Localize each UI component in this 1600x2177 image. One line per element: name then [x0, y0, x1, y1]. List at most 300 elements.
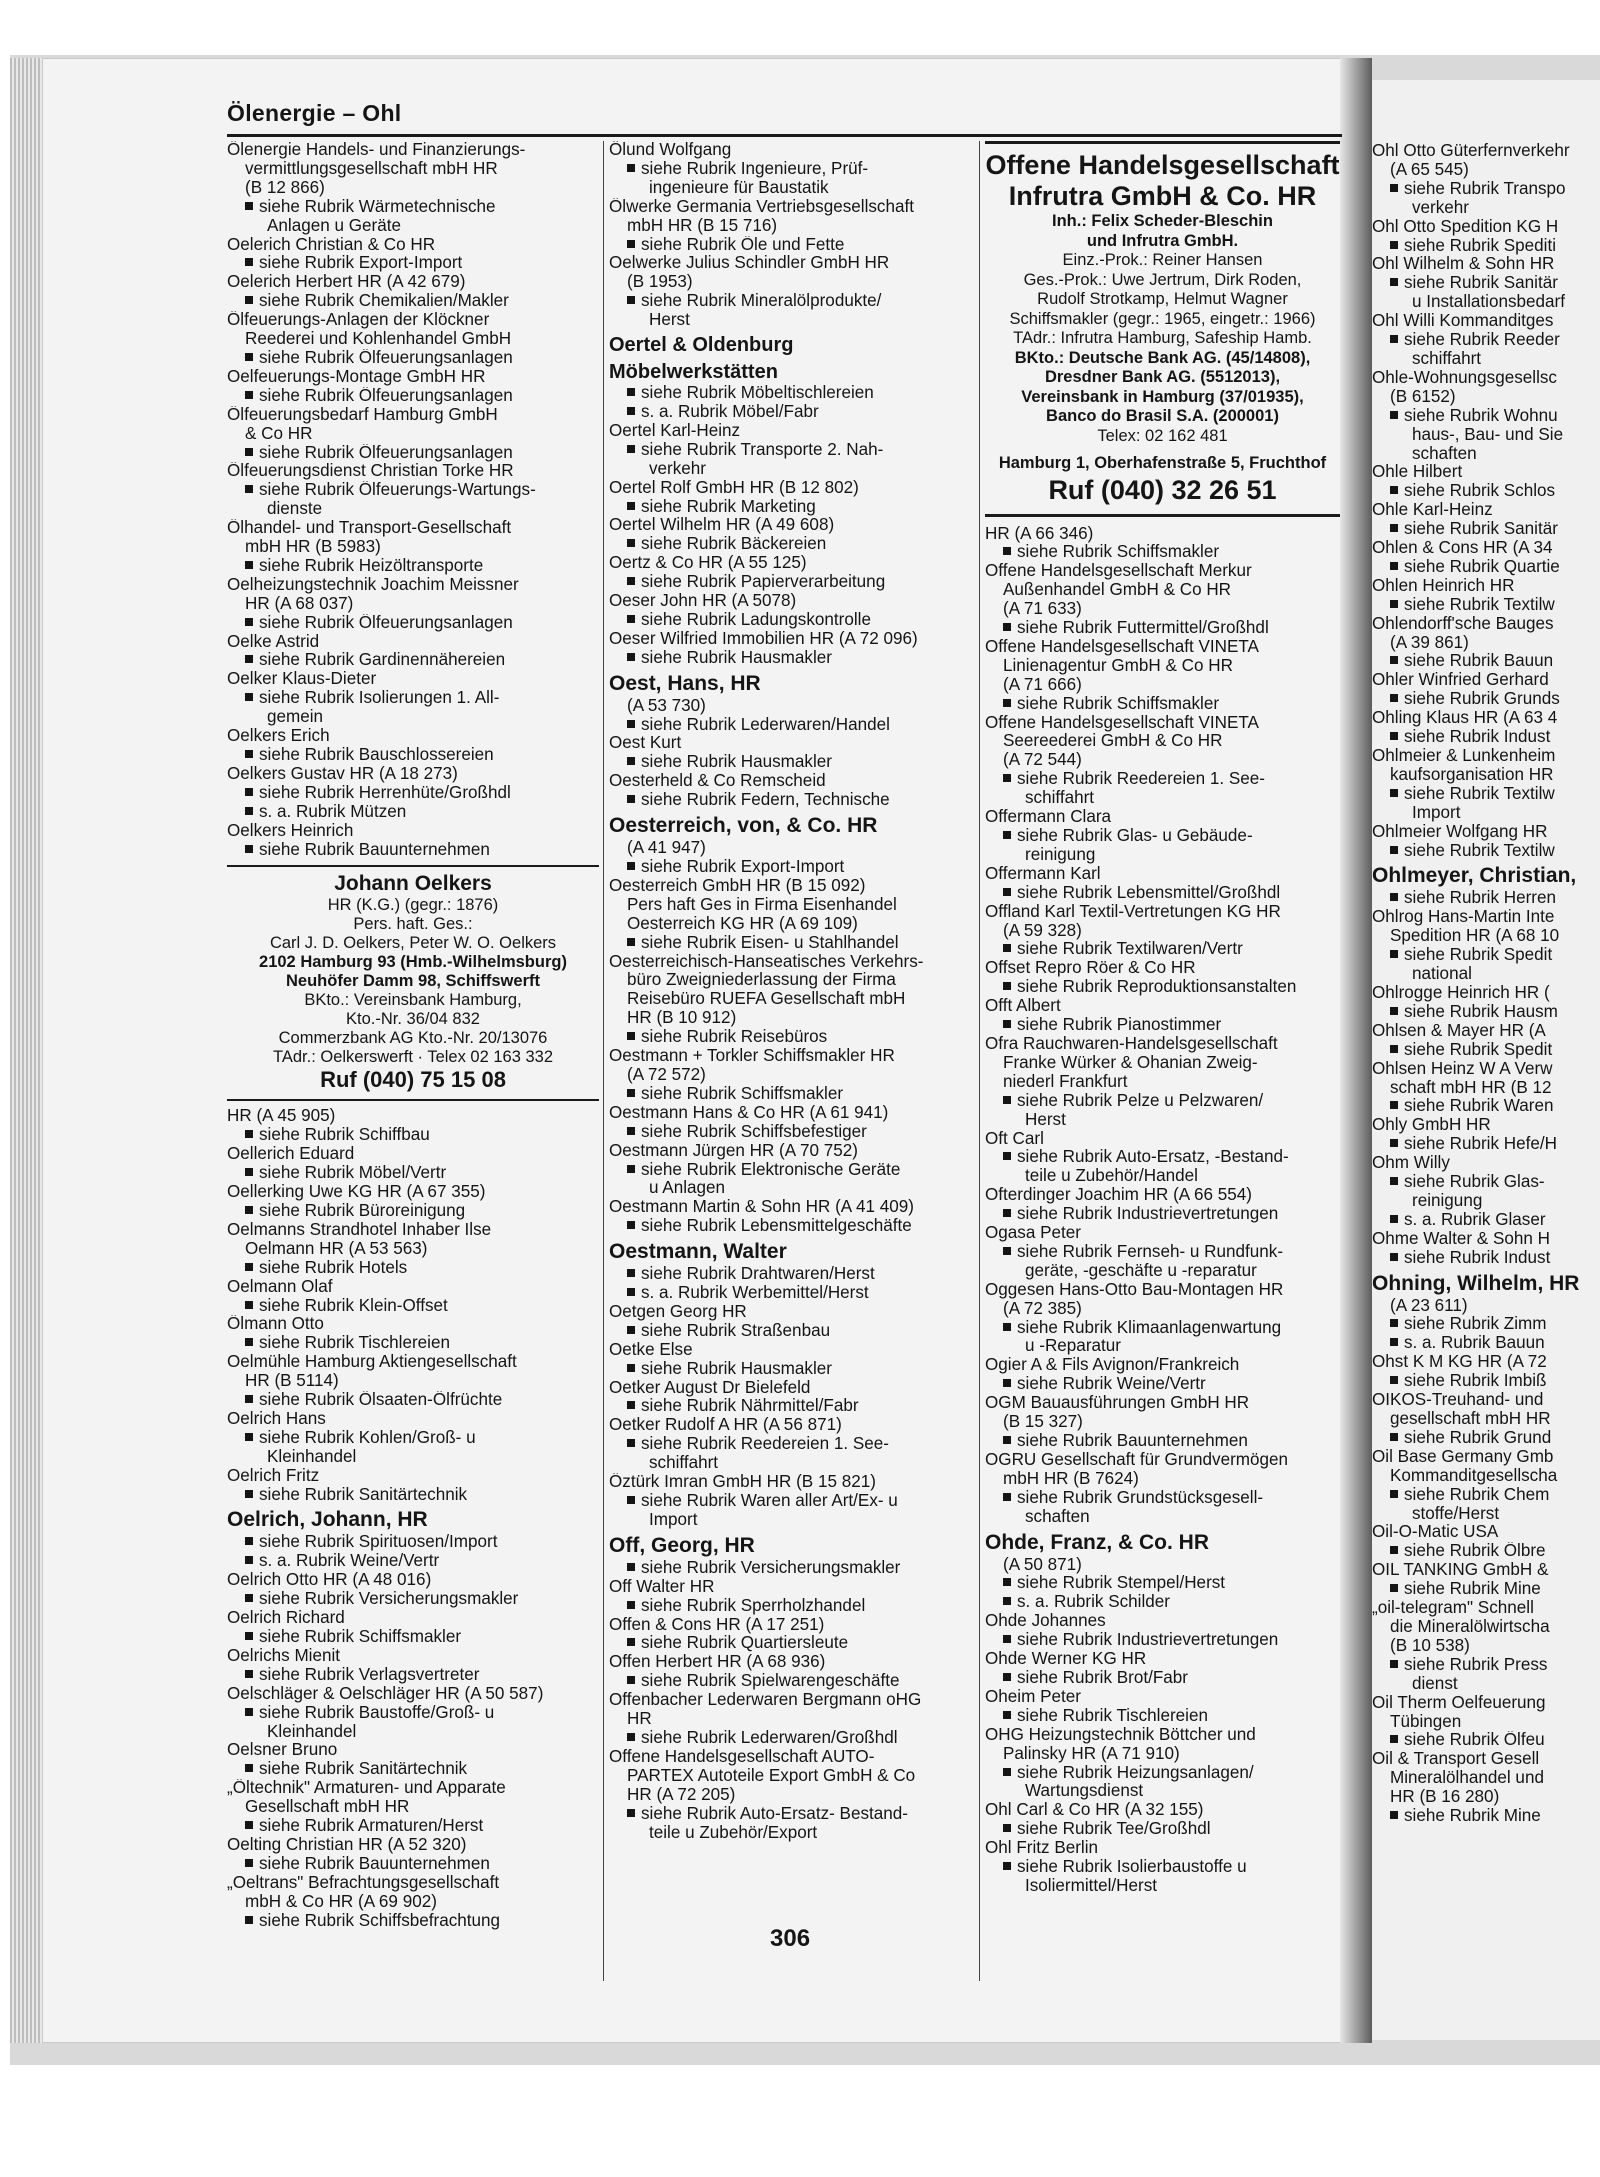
entry-text: schiffahrt	[649, 1454, 719, 1473]
entry-text: niederl Frankfurt	[1003, 1072, 1128, 1091]
bullet-square-icon	[1390, 789, 1398, 797]
entry-text: OGRU Gesellschaft für Grundvermögen	[985, 1450, 1289, 1469]
entry-text: Oelschläger & Oelschläger HR (A 50 587)	[227, 1684, 544, 1703]
entry-text: Oelkers Gustav HR (A 18 273)	[227, 764, 458, 783]
entry-line	[227, 1448, 599, 1467]
bullet-square-icon	[245, 1916, 253, 1924]
entry-text: „Oeltrans" Befrachtungsgesellschaft	[227, 1873, 500, 1892]
bullet-square-icon	[1003, 1673, 1011, 1681]
entry-line	[227, 633, 599, 652]
rubrik-reference	[1372, 690, 1600, 709]
entry-text: Oil Therm Oelfeuerung	[1372, 1693, 1546, 1712]
entry-text: Offene Handelsgesellschaft AUTO-	[609, 1747, 875, 1766]
entry-text: siehe Rubrik Transporte 2. Nah-	[641, 440, 884, 459]
entry-text: kaufsorganisation HR	[1390, 765, 1554, 784]
entry-text: siehe Rubrik Schiffbau	[259, 1126, 430, 1145]
entry-text: Oestmann + Torkler Schiffsmakler HR	[609, 1047, 895, 1066]
entry-line	[227, 1107, 599, 1126]
entry-line	[227, 1779, 599, 1798]
entry-text: siehe Rubrik Textilw	[1404, 784, 1555, 803]
entry-line	[227, 538, 599, 557]
entry-text: büro Zweigniederlassung der Firma	[627, 971, 896, 990]
entry-line	[227, 330, 599, 349]
entry-line	[1372, 501, 1600, 520]
entry-text: siehe Rubrik Quartiersleute	[641, 1634, 849, 1653]
advert-line: Inh.: Felix Scheder-Bleschin	[1052, 212, 1273, 230]
entry-text: Ohlsen Heinz W A Verw	[1372, 1059, 1553, 1078]
rubrik-reference	[609, 1217, 981, 1236]
rubrik-reference	[609, 791, 981, 810]
entry-text: siehe Rubrik Mine	[1404, 1580, 1541, 1599]
bullet-square-icon	[1003, 1152, 1011, 1160]
entry-text: Ohl Carl & Co HR (A 32 155)	[985, 1801, 1204, 1820]
entry-line	[985, 1650, 1340, 1669]
rubrik-reference	[1372, 1041, 1600, 1060]
entry-text: Anlagen u Geräte	[267, 216, 401, 235]
entry-line	[1372, 1230, 1600, 1249]
entry-text: u Installationsbedarf	[1412, 293, 1565, 312]
entry-text: mbH HR (B 7624)	[1003, 1469, 1139, 1488]
entry-line	[227, 1798, 599, 1817]
entry-line	[1372, 615, 1600, 634]
advert-line: Vereinsbank in Hamburg (37/01935),	[1021, 387, 1304, 406]
entry-line	[1372, 1116, 1600, 1135]
bullet-square-icon	[627, 1221, 635, 1229]
entry-line	[1372, 1769, 1600, 1788]
rubrik-reference	[609, 1805, 981, 1824]
bullet-square-icon	[245, 655, 253, 663]
entry-text: Spedition HR (A 68 10	[1390, 927, 1560, 946]
bullet-square-icon	[1390, 562, 1398, 570]
entry-name-bold	[985, 1530, 1340, 1556]
entry-text: siehe Rubrik Fernseh- u Rundfunk-	[1017, 1242, 1284, 1261]
column-3	[985, 141, 1340, 1896]
entry-text: siehe Rubrik Auto-Ersatz- Bestand-	[641, 1804, 908, 1823]
entry-text: Ofra Rauchwaren-Handelsgesellschaft	[985, 1034, 1278, 1053]
column-4	[1372, 142, 1600, 1826]
entry-text: siehe Rubrik Heizöltransporte	[259, 556, 484, 575]
header-rule	[227, 134, 1342, 137]
rubrik-reference	[227, 481, 599, 500]
entry-line	[1372, 293, 1600, 312]
entry-line	[985, 562, 1340, 581]
entry-line	[1372, 1713, 1600, 1732]
entry-line	[227, 1647, 599, 1666]
advert-line: Einz.-Prok.: Reiner Hansen	[1062, 251, 1263, 269]
entry-text: Oelwerke Julius Schindler GmbH HR	[609, 254, 890, 273]
entry-text: Offenbacher Lederwaren Bergmann oHG	[609, 1691, 922, 1710]
entry-text: Oft Carl	[985, 1129, 1044, 1148]
rubrik-reference	[985, 1820, 1340, 1839]
bullet-square-icon	[1390, 524, 1398, 532]
entry-line	[227, 1874, 599, 1893]
entry-line	[609, 179, 981, 198]
entry-line	[985, 1688, 1340, 1707]
bullet-square-icon	[1390, 732, 1398, 740]
entry-line	[609, 1303, 981, 1322]
entry-text: siehe Rubrik Grundstücksgesell-	[1017, 1488, 1264, 1507]
entry-text: siehe Rubrik Export-Import	[259, 254, 463, 273]
entry-line	[227, 708, 599, 727]
bullet-square-icon	[1390, 411, 1398, 419]
bullet-square-icon	[1003, 1578, 1011, 1586]
entry-text: Ohl Otto Güterfernverkehr	[1372, 142, 1570, 160]
entry-line	[985, 922, 1340, 941]
bullet-square-icon	[627, 240, 635, 248]
entry-text: verkehr	[649, 459, 706, 478]
oelkers-box-line: HR (K.G.) (gegr.: 1876)	[327, 896, 499, 915]
entry-text: siehe Rubrik Drahtwaren/Herst	[641, 1265, 875, 1284]
rubrik-reference	[1372, 1334, 1600, 1353]
entry-line	[227, 1741, 599, 1760]
entry-text: Oelkers Heinrich	[227, 821, 354, 840]
entry-line	[1372, 388, 1600, 407]
bullet-square-icon	[627, 539, 635, 547]
rubrik-reference	[609, 441, 981, 460]
entry-line	[985, 1877, 1340, 1896]
rubrik-reference	[609, 1397, 981, 1416]
entry-line	[1372, 369, 1600, 388]
bullet-square-icon	[245, 693, 253, 701]
oelkers-listing-box	[227, 865, 599, 1101]
entry-text: Ohly GmbH HR	[1372, 1116, 1491, 1135]
bullet-square-icon	[245, 750, 253, 758]
bullet-square-icon	[245, 1556, 253, 1564]
entry-text: siehe Rubrik Ölfeuerungsanlagen	[259, 613, 513, 632]
entry-text: Oesterreichisch-Hanseatisches Verkehrs-	[609, 952, 924, 971]
bullet-square-icon	[627, 1288, 635, 1296]
bullet-square-icon	[627, 1439, 635, 1447]
rubrik-reference	[1372, 1173, 1600, 1192]
entry-text: Oelrich Otto HR (A 48 016)	[227, 1571, 432, 1590]
rubrik-reference	[609, 1161, 981, 1180]
bullet-square-icon	[1390, 1007, 1398, 1015]
rubrik-reference	[227, 1259, 599, 1278]
entry-line	[1372, 1561, 1600, 1580]
bullet-square-icon	[1003, 1209, 1011, 1217]
entry-text: s. a. Rubrik Mützen	[259, 802, 407, 821]
rubrik-reference	[609, 858, 981, 877]
entry-text: Kleinhandel	[267, 1722, 357, 1741]
entry-line	[609, 198, 981, 217]
rubrik-reference	[227, 1704, 599, 1723]
entry-text: siehe Rubrik Verlagsvertreter	[259, 1665, 480, 1684]
rubrik-reference	[609, 753, 981, 772]
entry-text: national	[1412, 965, 1472, 984]
entry-text: Oelmann Olaf	[227, 1277, 333, 1296]
rubrik-reference	[985, 1858, 1340, 1877]
entry-text: Ohlendorff'sche Bauges	[1372, 614, 1554, 633]
entry-text: (B 12 866)	[245, 178, 325, 197]
entry-line	[609, 592, 981, 611]
entry-line	[985, 1281, 1340, 1300]
entry-line	[609, 460, 981, 479]
entry-text: siehe Rubrik Reproduktionsanstalten	[1017, 978, 1297, 997]
oelkers-box-line: 2102 Hamburg 93 (Hmb.-Wilhelmsburg)	[259, 953, 567, 972]
rubrik-reference	[609, 1435, 981, 1454]
entry-line	[609, 990, 981, 1009]
entry-text: Wartungsdienst	[1025, 1782, 1144, 1801]
entry-text: (A 50 871)	[1003, 1555, 1082, 1574]
entry-text: Gesellschaft mbH HR	[245, 1798, 410, 1817]
oelkers-box-line: Commerzbank AG Kto.-Nr. 20/13076	[278, 1029, 548, 1048]
entry-line	[609, 1341, 981, 1360]
entry-text: (B 1953)	[627, 273, 693, 292]
entry-text: siehe Rubrik Isolierbaustoffe u	[1017, 1858, 1247, 1877]
rubrik-reference	[1372, 520, 1600, 539]
entry-line	[227, 595, 599, 614]
entry-text: (A 71 633)	[1003, 600, 1082, 619]
rubrik-reference	[1372, 1315, 1600, 1334]
entry-text: siehe Rubrik Heizungsanlagen/	[1017, 1763, 1254, 1782]
bullet-square-icon	[627, 388, 635, 396]
entry-line	[1372, 804, 1600, 823]
entry-line	[609, 1767, 981, 1786]
rubrik-reference	[985, 1016, 1340, 1035]
advert-line: Telex: 02 162 481	[1097, 426, 1228, 445]
entry-line	[609, 1142, 981, 1161]
entry-text: siehe Rubrik Hotels	[259, 1258, 408, 1277]
entry-line	[609, 839, 981, 858]
rubrik-reference	[985, 940, 1340, 959]
rubrik-reference	[227, 689, 599, 708]
bullet-square-icon	[627, 296, 635, 304]
entry-text: (A 72 572)	[627, 1065, 706, 1084]
bullet-square-icon	[245, 807, 253, 815]
entry-text: siehe Rubrik Tischlereien	[259, 1334, 450, 1353]
bullet-square-icon	[245, 296, 253, 304]
bullet-square-icon	[1390, 1338, 1398, 1346]
bullet-square-icon	[1390, 694, 1398, 702]
entry-text: siehe Rubrik Press	[1404, 1655, 1548, 1674]
entry-text: siehe Rubrik Ölfeuerungs-Wartungs-	[259, 481, 536, 500]
bullet-square-icon	[627, 862, 635, 870]
rubrik-reference	[609, 649, 981, 668]
entry-text: Oelrich Hans	[227, 1409, 326, 1428]
entry-line	[1372, 927, 1600, 946]
entry-line	[985, 1356, 1340, 1375]
bullet-square-icon	[627, 164, 635, 172]
entry-text: siehe Rubrik Hausmakler	[641, 1359, 832, 1378]
entry-text: Ohl Otto Spedition KG H	[1372, 217, 1559, 236]
entry-text: (A 71 666)	[1003, 675, 1082, 694]
entry-line	[1372, 709, 1600, 728]
entry-text: Oestmann Martin & Sohn HR (A 41 409)	[609, 1198, 914, 1217]
entry-text: Oellerich Eduard	[227, 1145, 355, 1164]
entry-line	[985, 1612, 1340, 1631]
entry-text: u -Reparatur	[1025, 1337, 1121, 1356]
entry-text: Herst	[1025, 1110, 1066, 1129]
entry-line	[227, 425, 599, 444]
entry-text: „Öltechnik" Armaturen- und Apparate	[227, 1779, 506, 1798]
entry-text: siehe Rubrik Lebensmittel/Großhdl	[1017, 883, 1281, 902]
entry-text: schaften	[1412, 444, 1477, 463]
entry-text: u Anlagen	[649, 1179, 726, 1198]
entry-text: siehe Rubrik Gardinennähereien	[259, 651, 506, 670]
entry-line	[609, 1786, 981, 1805]
entry-text: siehe Rubrik Textilwaren/Vertr	[1017, 940, 1243, 959]
entry-text: Ohling Klaus HR (A 63 4	[1372, 709, 1558, 728]
rubrik-reference	[227, 1817, 599, 1836]
entry-text: siehe Rubrik Imbiß	[1404, 1372, 1547, 1391]
bullet-square-icon	[1003, 1635, 1011, 1643]
bullet-square-icon	[1390, 1660, 1398, 1668]
entry-text: siehe Rubrik Öle und Fette	[641, 235, 845, 254]
entry-name-bold	[609, 671, 981, 697]
rubrik-reference	[985, 695, 1340, 714]
entry-text: siehe Rubrik Versicherungsmakler	[259, 1590, 519, 1609]
entry-text: Reisebüro RUEFA Gesellschaft mbH	[627, 990, 906, 1009]
bullet-square-icon	[245, 485, 253, 493]
entry-text: siehe Rubrik Futtermittel/Großhdl	[1017, 619, 1269, 638]
bullet-square-icon	[1390, 184, 1398, 192]
entry-line	[1372, 161, 1600, 180]
entry-line	[609, 630, 981, 649]
bullet-square-icon	[245, 1130, 253, 1138]
entry-text: Ölenergie Handels- und Finanzierungs-	[227, 141, 526, 159]
advert-line: Banco do Brasil S.A. (200001)	[1046, 407, 1279, 425]
entry-text: Oesterheld & Co Remscheid	[609, 772, 826, 791]
entry-line	[227, 1278, 599, 1297]
entry-text: Offt Albert	[985, 997, 1061, 1016]
entry-text: dienste	[267, 500, 323, 519]
entry-text: Tübingen	[1390, 1712, 1462, 1731]
entry-text: PARTEX Autoteile Export GmbH & Co	[627, 1766, 916, 1785]
entry-text: siehe Rubrik Herrenhüte/Großhdl	[259, 783, 511, 802]
entry-line	[985, 865, 1340, 884]
entry-line	[1372, 1467, 1600, 1486]
entry-text: verkehr	[1412, 198, 1469, 217]
bullet-square-icon	[1003, 1493, 1011, 1501]
entry-text: Oest, Hans, HR	[609, 671, 761, 695]
entry-text: Ohde Werner KG HR	[985, 1650, 1147, 1669]
bullet-square-icon	[1003, 1379, 1011, 1387]
entry-text: siehe Rubrik Ölsaaten-Ölfrüchte	[259, 1391, 503, 1410]
entry-text: siehe Rubrik Bauun	[1404, 652, 1554, 671]
entry-line	[609, 1179, 981, 1198]
entry-text: siehe Rubrik Sanitärtechnik	[259, 1760, 468, 1779]
rubrik-reference	[985, 1593, 1340, 1612]
entry-text: siehe Rubrik Glas- u Gebäude-	[1017, 827, 1253, 845]
entry-text: siehe Rubrik Sanitär	[1404, 520, 1558, 539]
entry-line	[1372, 766, 1600, 785]
entry-text: siehe Rubrik Versicherungsmakler	[641, 1558, 901, 1577]
entry-text: siehe Rubrik Möbeltischlereien	[641, 384, 874, 403]
entry-text: Oetker Rudolf A HR (A 56 871)	[609, 1416, 842, 1435]
entry-text: Isoliermittel/Herst	[1025, 1876, 1158, 1895]
entry-text: siehe Rubrik Hausm	[1404, 1002, 1558, 1021]
entry-line	[985, 657, 1340, 676]
entry-text: vermittlungsgesellschaft mbH HR	[245, 159, 498, 178]
entry-text: Kommanditgesellscha	[1390, 1466, 1558, 1485]
bullet-square-icon	[627, 1638, 635, 1646]
oelkers-box-line: Pers. haft. Ges.:	[353, 915, 473, 934]
entry-line	[227, 406, 599, 425]
bullet-square-icon	[1003, 1597, 1011, 1605]
rubrik-reference	[1372, 1097, 1600, 1116]
entry-text: mbH HR (B 15 716)	[627, 216, 778, 235]
rubrik-reference	[1372, 558, 1600, 577]
entry-text: (B 10 538)	[1390, 1636, 1470, 1655]
entry-text: Offland Karl Textil-Vertretungen KG HR	[985, 902, 1281, 921]
bullet-square-icon	[627, 757, 635, 765]
advert-line: BKto.: Deutsche Bank AG. (45/14808),	[1014, 348, 1311, 367]
entry-text: schiffahrt	[1025, 789, 1095, 808]
entry-line	[985, 714, 1340, 733]
rubrik-reference	[227, 387, 599, 406]
bullet-square-icon	[627, 1676, 635, 1684]
entry-line	[985, 1839, 1340, 1858]
entry-line	[227, 217, 599, 236]
bullet-square-icon	[1003, 547, 1011, 555]
entry-text: siehe Rubrik Pelze u Pelzwaren/	[1017, 1091, 1264, 1110]
entry-line	[609, 1616, 981, 1635]
rubrik-reference	[609, 716, 981, 735]
rubrik-reference	[227, 841, 599, 860]
entry-text: Ölwerke Germania Vertriebsgesellschaft	[609, 197, 914, 216]
advert-line: Rudolf Strotkamp, Helmut Wagner	[1037, 290, 1288, 308]
rubrik-reference	[609, 1085, 981, 1104]
entry-text: Ohle-Wohnungsgesellsc	[1372, 368, 1557, 387]
entry-text: Import	[1412, 803, 1461, 822]
bullet-square-icon	[1390, 1045, 1398, 1053]
rubrik-reference	[609, 573, 981, 592]
rubrik-reference	[1372, 237, 1600, 256]
entry-text: siehe Rubrik Grund	[1404, 1428, 1552, 1447]
bullet-square-icon	[1003, 1862, 1011, 1870]
entry-line	[1372, 577, 1600, 596]
entry-line	[1372, 1410, 1600, 1429]
entry-text: Offene Handelsgesellschaft Merkur	[985, 562, 1252, 581]
entry-text: Ofterdinger Joachim HR (A 66 554)	[985, 1186, 1252, 1205]
entry-text: Offermann Karl	[985, 864, 1101, 883]
rubrik-reference	[1372, 1731, 1600, 1750]
entry-text: Ölfeuerungsbedarf Hamburg GmbH	[227, 405, 498, 424]
page-header-title: Ölenergie – Ohl	[227, 100, 402, 126]
entry-text: Ohl Willi Kommanditges	[1372, 312, 1554, 331]
rubrik-reference	[1372, 482, 1600, 501]
entry-text: Offen & Cons HR (A 17 251)	[609, 1615, 825, 1634]
rubrik-reference	[1372, 407, 1600, 426]
bullet-square-icon	[627, 653, 635, 661]
entry-text: siehe Rubrik Quartie	[1404, 557, 1560, 576]
rubrik-reference	[609, 1123, 981, 1142]
advert-line: Ges.-Prok.: Uwe Jertrum, Dirk Roden,	[1023, 270, 1302, 289]
entry-text: siehe Rubrik Wohnu	[1404, 406, 1558, 425]
entry-line	[1372, 1675, 1600, 1694]
entry-line	[227, 1410, 599, 1429]
entry-text: Oertel & Oldenburg	[609, 334, 794, 357]
entry-line	[1372, 1637, 1600, 1656]
rubrik-reference	[1372, 1580, 1600, 1599]
bullet-square-icon	[245, 1490, 253, 1498]
entry-text: Ohlrogge Heinrich HR (	[1372, 983, 1550, 1002]
entry-text: (A 53 730)	[627, 696, 706, 715]
entry-name-bold	[1372, 863, 1600, 889]
bullet-square-icon	[627, 1326, 635, 1334]
entry-text: siehe Rubrik Indust	[1404, 728, 1551, 747]
entry-text: schaft mbH HR (B 12	[1390, 1078, 1552, 1097]
entry-text: OIL TANKING GmbH &	[1372, 1561, 1549, 1580]
entry-line	[1372, 1523, 1600, 1542]
entry-text: siehe Rubrik Sperrholzhandel	[641, 1596, 866, 1615]
entry-text: siehe Rubrik Indust	[1404, 1248, 1551, 1267]
entry-line	[985, 1224, 1340, 1243]
rubrik-reference	[227, 1126, 599, 1145]
entry-line	[1372, 218, 1600, 237]
bullet-square-icon	[1003, 623, 1011, 631]
entry-text: Oertel Wilhelm HR (A 49 608)	[609, 516, 835, 535]
